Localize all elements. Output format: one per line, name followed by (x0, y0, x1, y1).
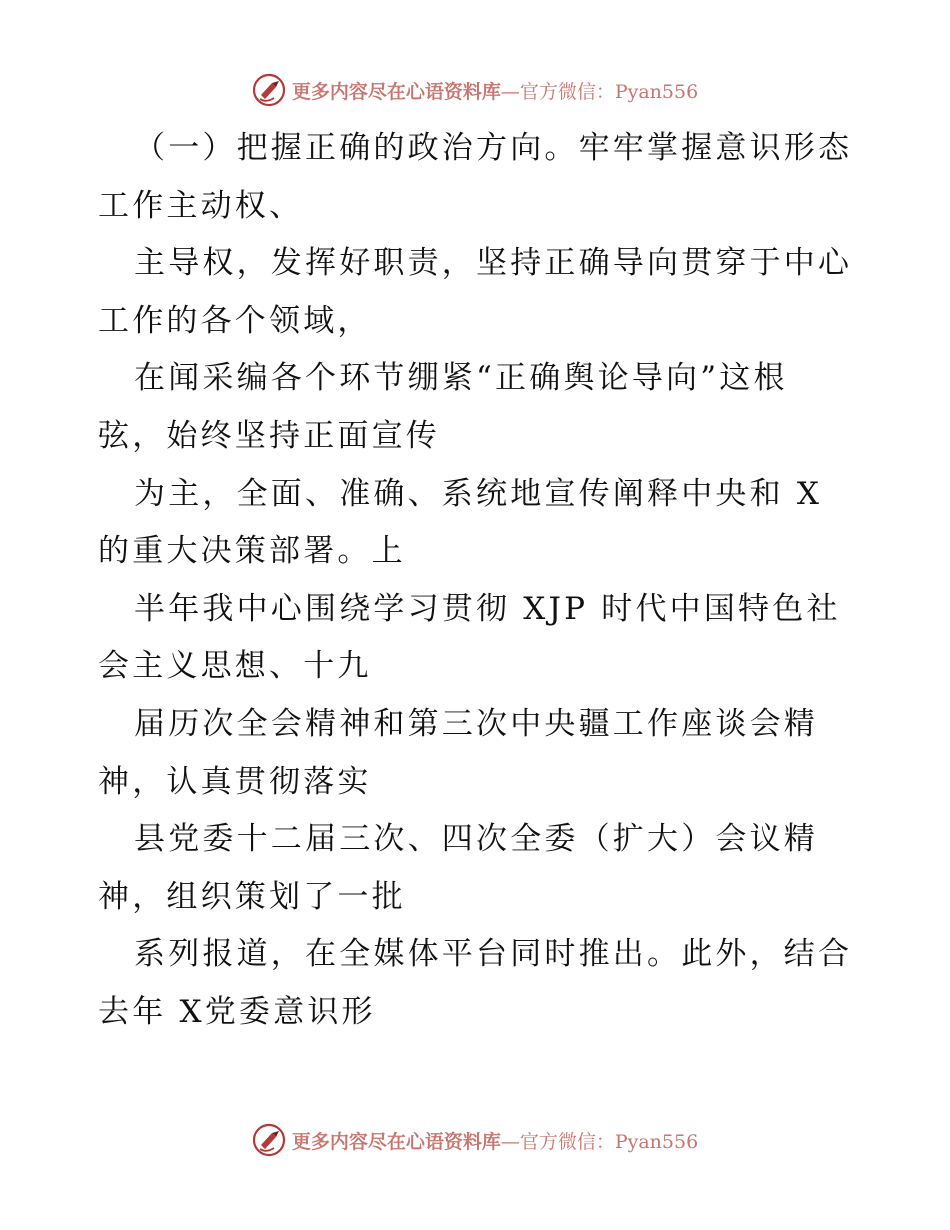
body-line: （一）把握正确的政治方向。牢牢掌握意识形态 (134, 130, 853, 166)
body-line: 县党委十二届三次、四次全委（扩大）会议精 (134, 821, 818, 858)
body-line: 在闻采编各个环节绷紧“正确舆论导向”这根 (134, 360, 788, 397)
header-banner (0, 68, 950, 112)
header-brand-text: 更多内容尽在心语资料库 (291, 80, 501, 103)
header-contact-text: 官方微信：Pyan556 (519, 80, 699, 103)
brand-logo-icon (252, 73, 286, 107)
body-line: 工作的各个领域， (98, 302, 372, 339)
body-line: 主导权，发挥好职责，坚持正确导向贯穿于中心 (134, 245, 853, 282)
footer-separator: — (500, 1130, 520, 1153)
body-line: 神，组织策划了一批 (98, 878, 406, 915)
body-line: 会主义思想、十九 (98, 648, 372, 685)
body-line: 半年我中心围绕学习贯彻 XJP 时代中国特色社 (134, 590, 841, 627)
body-line: 的重大决策部署。上 (98, 533, 406, 570)
footer-banner-text (292, 1127, 698, 1154)
footer-contact-text: 官方微信：Pyan556 (519, 1130, 699, 1153)
body-line: 弦，始终坚持正面宣传 (98, 417, 440, 454)
document-body (98, 120, 858, 1042)
body-line: 去年 X党委意识形 (98, 993, 376, 1030)
body-line: 系列报道，在全媒体平台同时推出。此外，结合 (134, 936, 853, 973)
body-line: 届历次全会精神和第三次中央疆工作座谈会精 (134, 705, 818, 742)
footer-banner (0, 1118, 950, 1162)
body-line: 为主，全面、准确、系统地宣传阐释中央和 X (134, 475, 823, 512)
body-line: 工作主动权、 (98, 187, 304, 224)
header-separator: — (500, 80, 520, 103)
brand-logo-icon (252, 1123, 286, 1157)
footer-brand-text: 更多内容尽在心语资料库 (291, 1130, 501, 1153)
header-banner-text (292, 77, 698, 104)
body-line: 神，认真贯彻落实 (98, 763, 372, 800)
